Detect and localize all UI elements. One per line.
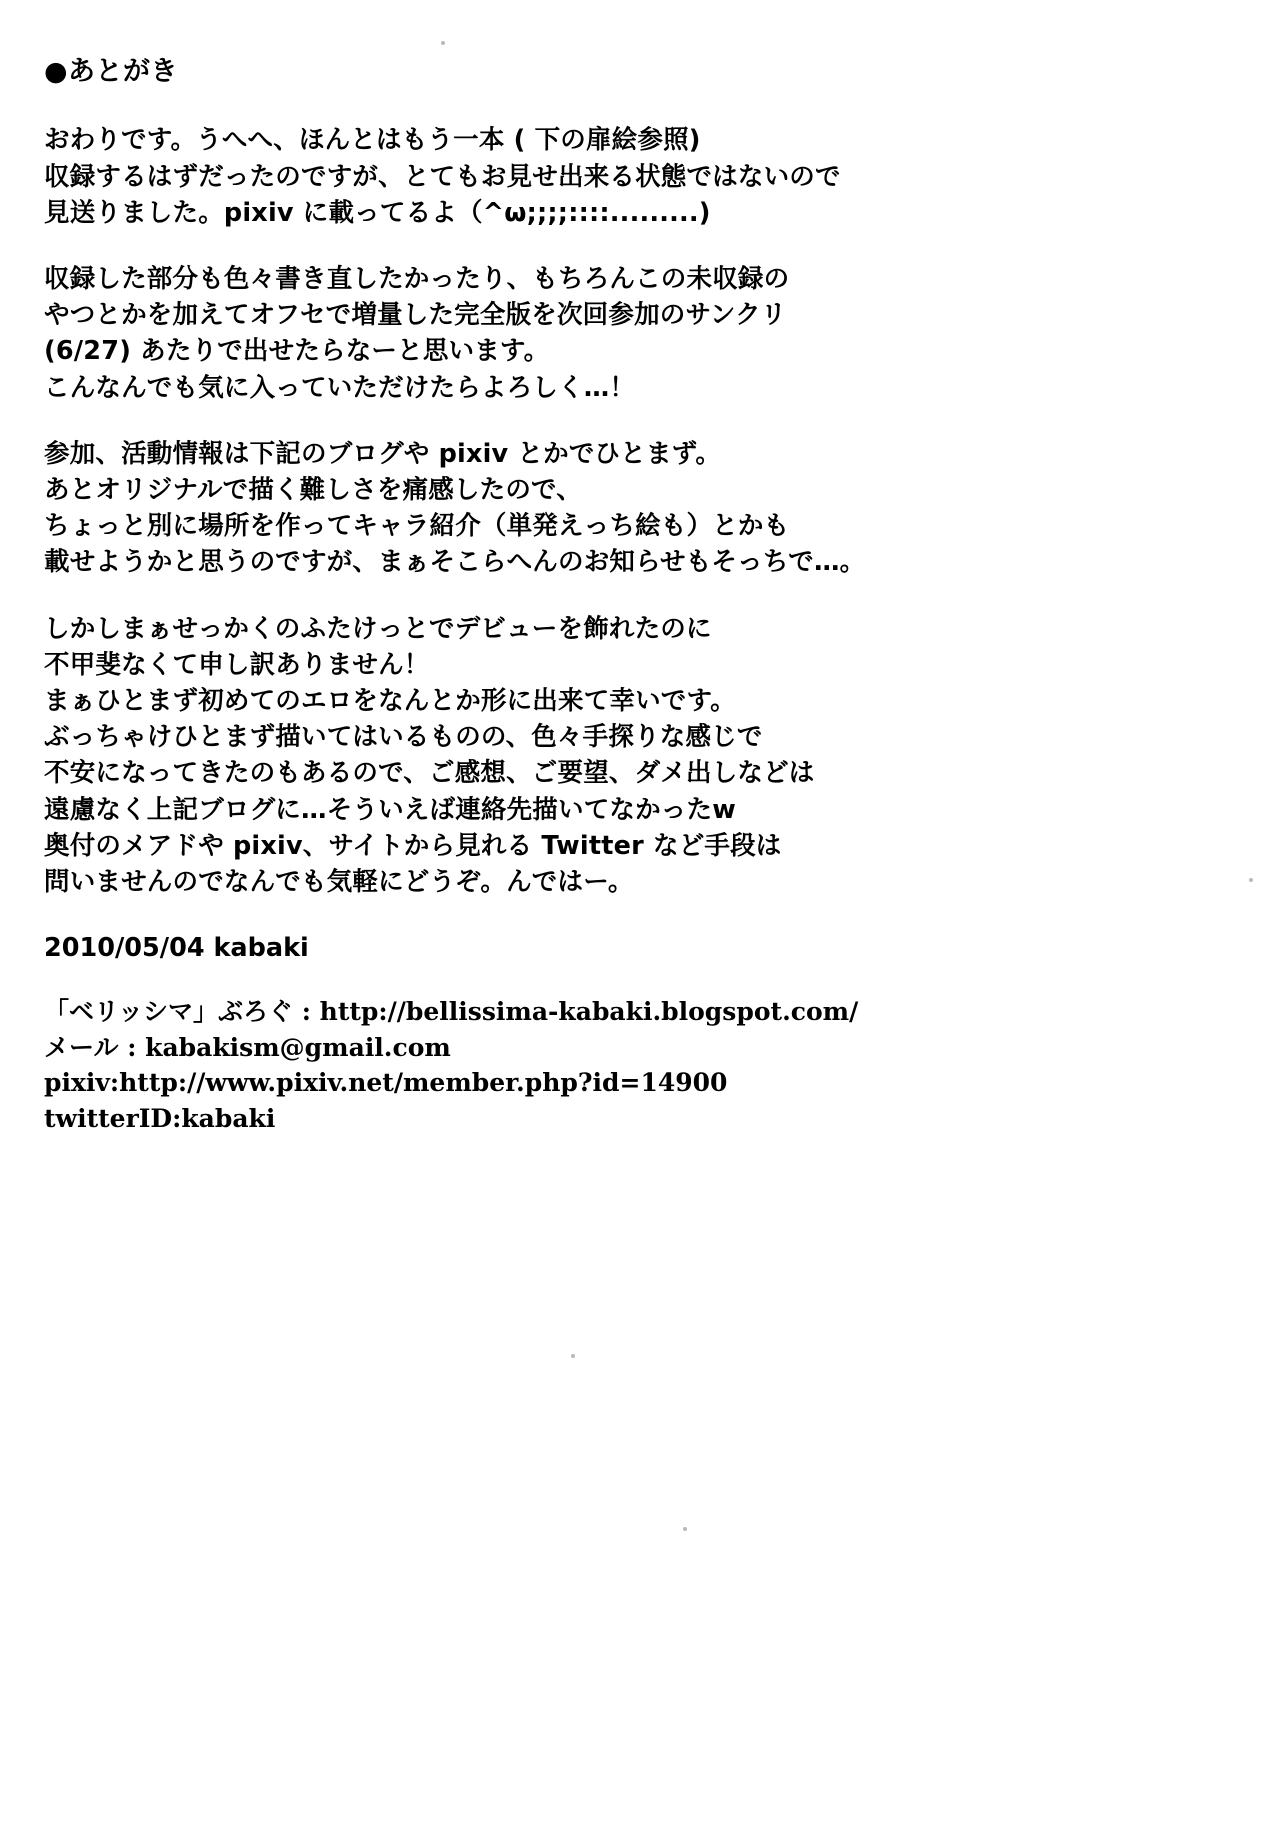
text-line: 見送りました。pixiv に載ってるよ（^ω;;;;::::.........) — [44, 197, 711, 228]
text-line: ぶっちゃけひとまず描いてはいるものの、色々手探りな感じで — [44, 722, 763, 753]
contact-info — [44, 994, 1104, 1136]
paragraph-2 — [44, 261, 1104, 406]
contact-blog: 「ベリッシマ」ぶろぐ : http://bellissima-kabaki.blogspot.com/ — [44, 997, 859, 1027]
text-line: 不甲斐なくて申し訳ありません！ — [44, 649, 430, 680]
scan-speck — [683, 1527, 687, 1531]
text-line: 不安になってきたのもあるので、ご感想、ご要望、ダメ出しなどは — [44, 758, 815, 789]
text-line: まぁひとまず初めてのエロをなんとか形に出来て幸いです。 — [44, 686, 736, 717]
scan-speck — [571, 1354, 575, 1358]
text-line: 問いませんのでなんでも気軽にどうぞ。んではー。 — [44, 867, 634, 898]
text-line: やつとかを加えてオフセで増量した完全版を次回参加のサンクリ — [44, 300, 787, 331]
text-line: 奥付のメアドや pixiv、サイトから見れる Twitter など手段は — [44, 830, 782, 861]
text-line: ちょっと別に場所を作ってキャラ紹介（単発えっち絵も）とかも — [44, 511, 790, 542]
contact-pixiv: pixiv:http://www.pixiv.net/member.php?id=14900 — [44, 1068, 728, 1098]
text-line: (6/27) あたりで出せたらなーと思います。 — [44, 336, 550, 367]
paragraph-1 — [44, 122, 1104, 231]
scan-speck — [441, 41, 445, 45]
text-line: 収録した部分も色々書き直したかったり、もちろんこの未収録の — [44, 264, 790, 294]
text-line: しかしまぁせっかくのふたけっとでデビューを飾れたのに — [44, 613, 712, 644]
afterword-content — [44, 56, 1104, 1136]
paragraph-3 — [44, 436, 1104, 581]
contact-twitter: twitterID:kabaki — [44, 1103, 276, 1133]
paragraph-4 — [44, 611, 1104, 901]
text-line: 収録するはずだったのですが、とてもお見せ出来る状態ではないので — [44, 161, 841, 192]
text-line: 載せようかと思うのですが、まぁそこらへんのお知らせもそっちで…。 — [44, 547, 866, 578]
page-title: ●あとがき — [44, 56, 179, 87]
text-line: おわりです。うへへ、ほんとはもう一本 ( 下の扉絵参照) — [44, 125, 701, 156]
contact-mail: メール : kabakism@gmail.com — [44, 1032, 451, 1062]
text-line: あとオリジナルで描く難しさを痛感したので、 — [44, 475, 582, 506]
scan-speck — [1249, 878, 1253, 882]
text-line: 参加、活動情報は下記のブログや pixiv とかでひとまず。 — [44, 438, 722, 469]
text-line: こんなんでも気に入っていただけたらよろしく…！ — [44, 372, 636, 403]
text-line: 遠慮なく上記ブログに…そういえば連絡先描いてなかったw — [44, 794, 736, 825]
date-signature: 2010/05/04 kabaki — [44, 933, 309, 964]
